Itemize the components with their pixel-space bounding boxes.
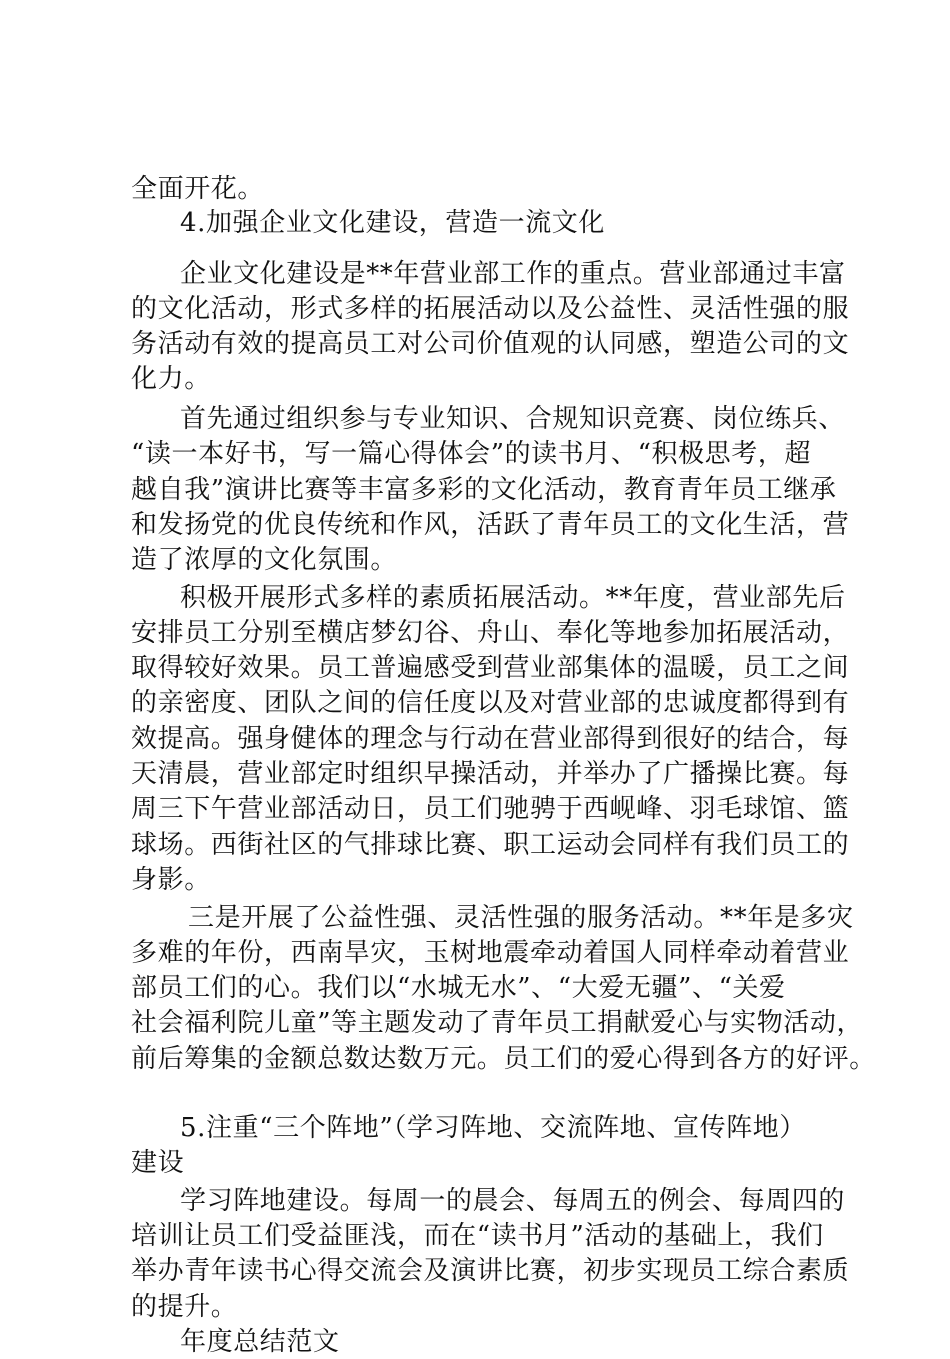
text-line: 三是开展了公益性强、灵活性强的服务活动。**年是多灾: [188, 903, 854, 933]
text-line: “读一本好书，写一篇心得体会”的读书月、“积极思考，超: [131, 439, 812, 469]
section-heading-4: 4.加强企业文化建设，营造一流文化: [180, 208, 606, 238]
text-line: 的亲密度、团队之间的信任度以及对营业部的忠诚度都得到有: [131, 688, 850, 718]
text-line: 积极开展形式多样的素质拓展活动。**年度，营业部先后: [180, 583, 846, 613]
section-heading-5: 5.注重“三个阵地”（学习阵地、交流阵地、宣传阵地）: [180, 1113, 806, 1143]
text-line: 全面开花。: [131, 174, 265, 204]
text-line: 安排员工分别至横店梦幻谷、舟山、奉化等地参加拓展活动，: [131, 618, 850, 648]
text-line: 举办青年读书心得交流会及演讲比赛，初步实现员工综合素质: [131, 1256, 850, 1286]
text-line: 身影。: [131, 865, 211, 895]
text-line: 学习阵地建设。每周一的晨会、每周五的例会、每周四的: [180, 1186, 846, 1216]
text-line: 企业文化建设是**年营业部工作的重点。营业部通过丰富: [180, 259, 846, 289]
text-line: 务活动有效的提高员工对公司价值观的认同感，塑造公司的文: [131, 329, 850, 359]
text-line: 多难的年份，西南旱灾，玉树地震牵动着国人同样牵动着营业: [131, 938, 850, 968]
section-heading-5-cont: 建设: [131, 1148, 185, 1178]
text-line: 部员工们的心。我们以“水城无水”、“大爱无疆”、“关爱: [131, 973, 786, 1003]
text-line: 造了浓厚的文化氛围。: [131, 545, 398, 575]
text-line: 球场。西街社区的气排球比赛、职工运动会同样有我们员工的: [131, 830, 850, 860]
text-line: 化力。: [131, 364, 211, 394]
text-line: 周三下午营业部活动日，员工们驰骋于西岘峰、羽毛球馆、篮: [131, 794, 850, 824]
text-line: 越自我”演讲比赛等丰富多彩的文化活动，教育青年员工继承: [131, 475, 837, 505]
text-line: 的提升。: [131, 1292, 238, 1322]
text-line: 取得较好效果。员工普遍感受到营业部集体的温暖，员工之间: [131, 653, 850, 683]
text-line: 和发扬党的优良传统和作风，活跃了青年员工的文化生活，营: [131, 510, 850, 540]
text-line: 培训让员工们受益匪浅，而在“读书月”活动的基础上，我们: [131, 1221, 824, 1251]
text-line: 天清晨，营业部定时组织早操活动，并举办了广播操比赛。每: [131, 759, 850, 789]
text-line: 首先通过组织参与专业知识、合规知识竞赛、岗位练兵、: [180, 404, 846, 434]
text-line: 效提高。强身健体的理念与行动在营业部得到很好的结合，每: [131, 724, 850, 754]
text-line: 的文化活动，形式多样的拓展活动以及公益性、灵活性强的服: [131, 294, 850, 324]
text-line: 社会福利院儿童”等主题发动了青年员工捐献爱心与实物活动，: [131, 1008, 864, 1038]
text-line: 前后筹集的金额总数达数万元。员工们的爱心得到各方的好评。: [131, 1044, 876, 1074]
text-line: 年度总结范文: [180, 1327, 340, 1357]
